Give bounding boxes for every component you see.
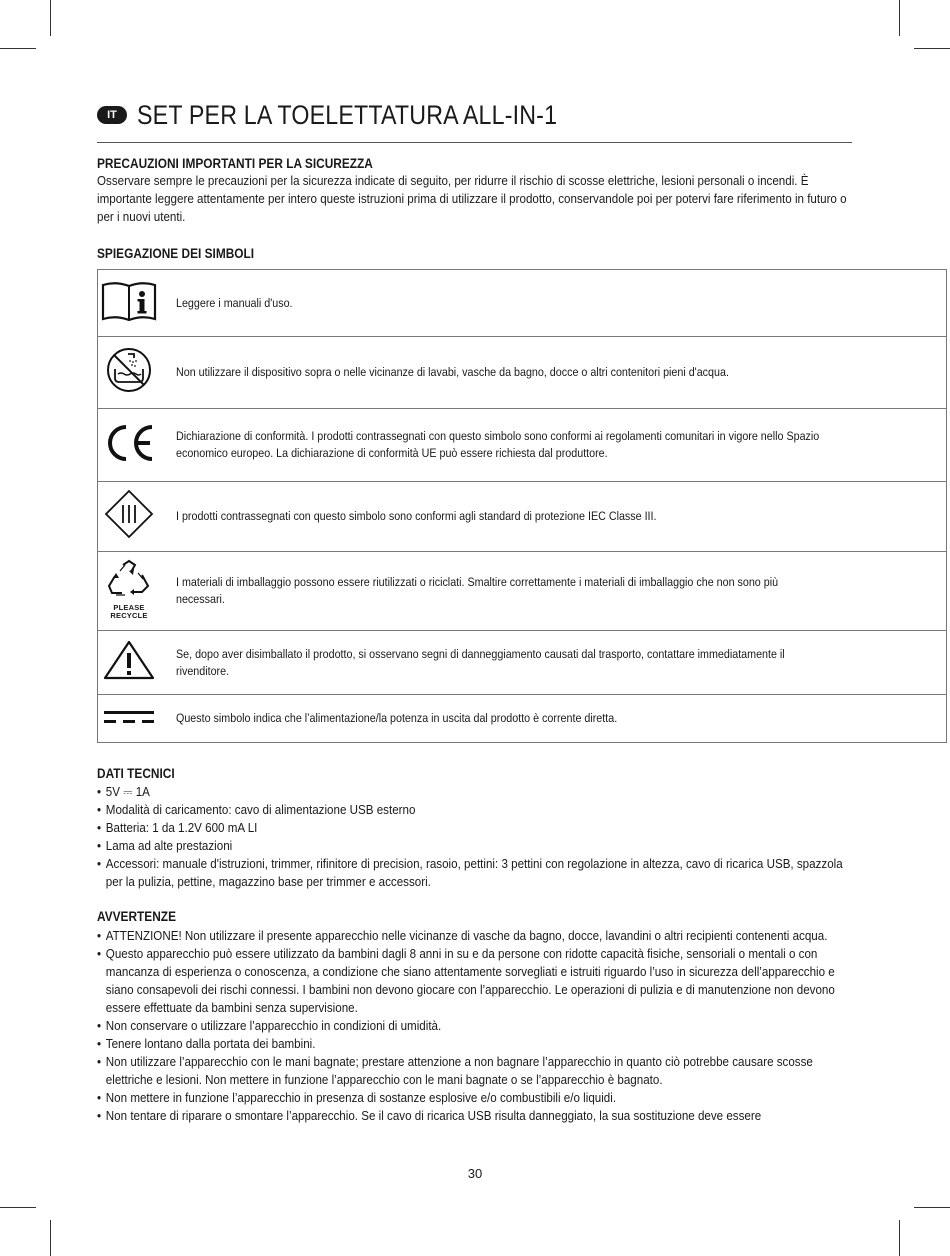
list-item: • Non mettere in funzione l’apparecchio in presenza di sostanze esplosive e/o combustibili e/o liquidi. xyxy=(97,1089,856,1107)
list-item: • Non utilizzare l’apparecchio con le mani bagnate; prestare attenzione a non bagnare l’apparecchio in quanto ciò potrebbe causare scosse elettriche e lesioni. Non mettere in funzione l’apparecchio con le mani bagnate o se l’apparecchio è bagnato. xyxy=(97,1053,856,1089)
symbol-description: I prodotti contrassegnati con questo simbolo sono conformi agli standard di protezione IEC Classe III. xyxy=(176,509,657,523)
symbol-description: Questo simbolo indica che l’alimentazione/la potenza in uscita dal prodotto è corrente diretta. xyxy=(176,711,618,725)
safety-heading: PRECAUZIONI IMPORTANTI PER LA SICUREZZA xyxy=(97,156,373,171)
ce-mark-icon xyxy=(99,421,159,465)
title-row xyxy=(97,100,852,143)
symbol-description: I materiali di imballaggio possono essere riutilizzati o riciclati. Smaltire correttamente i materiali di imballaggio che non sono più necessari. xyxy=(176,575,779,606)
crop-mark xyxy=(0,48,36,49)
symbol-row xyxy=(98,270,947,337)
crop-mark xyxy=(50,1220,51,1256)
list-item: • ATTENZIONE! Non utilizzare il presente apparecchio nelle vicinanze di vasche da bagno, docce, lavandini o altri recipienti contenenti acqua. xyxy=(97,927,856,945)
list-item: • Tenere lontano dalla portata dei bambini. xyxy=(97,1035,856,1053)
symbol-row xyxy=(98,409,947,482)
crop-mark xyxy=(914,48,950,49)
recycle-icon xyxy=(105,559,153,620)
list-item: • Non tentare di riparare o smontare l’apparecchio. Se il cavo di ricarica USB risulta danneggiato, la sua sostituzione deve essere xyxy=(97,1107,856,1125)
warning-icon xyxy=(102,638,156,682)
symbols-heading: SPIEGAZIONE DEI SIMBOLI xyxy=(97,246,255,261)
symbol-row xyxy=(98,337,947,409)
class-iii-icon xyxy=(103,488,155,540)
tech-heading: DATI TECNICI xyxy=(97,766,175,781)
warnings-list xyxy=(97,927,856,1125)
crop-mark xyxy=(0,1207,36,1208)
page-title: SET PER LA TOELETTATURA ALL-IN-1 xyxy=(137,100,558,130)
list-item: • Lama ad alte prestazioni xyxy=(97,837,856,855)
crop-mark xyxy=(914,1207,950,1208)
symbol-description: Se, dopo aver disimballato il prodotto, si osservano segni di danneggiamento causati dal trasporto, contattare immediatamente il rivenditore. xyxy=(176,646,785,678)
list-item: • Non conservare o utilizzare l’apparecchio in condizioni di umidità. xyxy=(97,1017,856,1035)
list-item: • Questo apparecchio può essere utilizzato da bambini dagli 8 anni in su e da persone con ridotte capacità fisiche, sensoriali o mentali o con mancanza di esperienza o conoscenza, a condizione che siano attentamente sorvegliati e istruiti riguardo l’uso in sicurezza dell’apparecchio e siano consapevoli dei rischi connessi. I bambini non devono giocare con l’apparecchio. Le operazioni di pulizia e di manutenzione non devono essere effettuate da bambini senza supervisione. xyxy=(97,945,856,1017)
warnings-heading: AVVERTENZE xyxy=(97,909,176,924)
list-item: • Modalità di caricamento: cavo di alimentazione USB esterno xyxy=(97,801,856,819)
page-number: 30 xyxy=(467,1166,483,1181)
symbol-description: Dichiarazione di conformità. I prodotti contrassegnati con questo simbolo sono conformi ai regolamenti comunitari in vigore nello Spazio economico europeo. La dichiarazione di conformità UE può essere richiesta dal produttore. xyxy=(176,429,820,460)
crop-mark xyxy=(899,1220,900,1256)
list-item: • Accessori: manuale d'istruzioni, trimmer, rifinitore di precision, rasoio, pettini: 3 pettini con regolazione in altezza, cavo di ricarica USB, spazzola per la pulizia, pettine, magazzino base per trimmer e accessori. xyxy=(97,855,856,891)
symbol-row xyxy=(98,631,947,695)
symbol-description: Leggere i manuali d'uso. xyxy=(176,295,293,310)
manual-info-icon xyxy=(100,278,158,324)
symbol-description: Non utilizzare il dispositivo sopra o nelle vicinanze di lavabi, vasche da bagno, docce o altri contenitori pieni d'acqua. xyxy=(176,365,729,379)
list-item: • Batteria: 1 da 1.2V 600 mA LI xyxy=(97,819,856,837)
symbol-row xyxy=(98,552,947,631)
tech-list xyxy=(97,783,856,891)
recycle-icon-label: PLEASE RECYCLE xyxy=(110,603,148,620)
symbol-row xyxy=(98,695,947,743)
symbol-row xyxy=(98,482,947,552)
symbols-table xyxy=(97,269,947,743)
list-item: • 5V ⎓ 1A xyxy=(97,783,856,801)
direct-current-icon xyxy=(100,706,158,726)
no-water-icon xyxy=(104,345,154,395)
crop-mark xyxy=(50,0,51,36)
language-badge: IT xyxy=(97,106,127,124)
safety-body: Osservare sempre le precauzioni per la sicurezza indicate di seguito, per ridurre il rischio di scosse elettriche, lesioni personali o incendi. È importante leggere attentamente per intero queste istruzioni prima di utilizzare il prodotto, conservandole poi per potervi fare riferimento in futuro o per i nuovi utenti. xyxy=(97,173,847,224)
crop-mark xyxy=(899,0,900,36)
